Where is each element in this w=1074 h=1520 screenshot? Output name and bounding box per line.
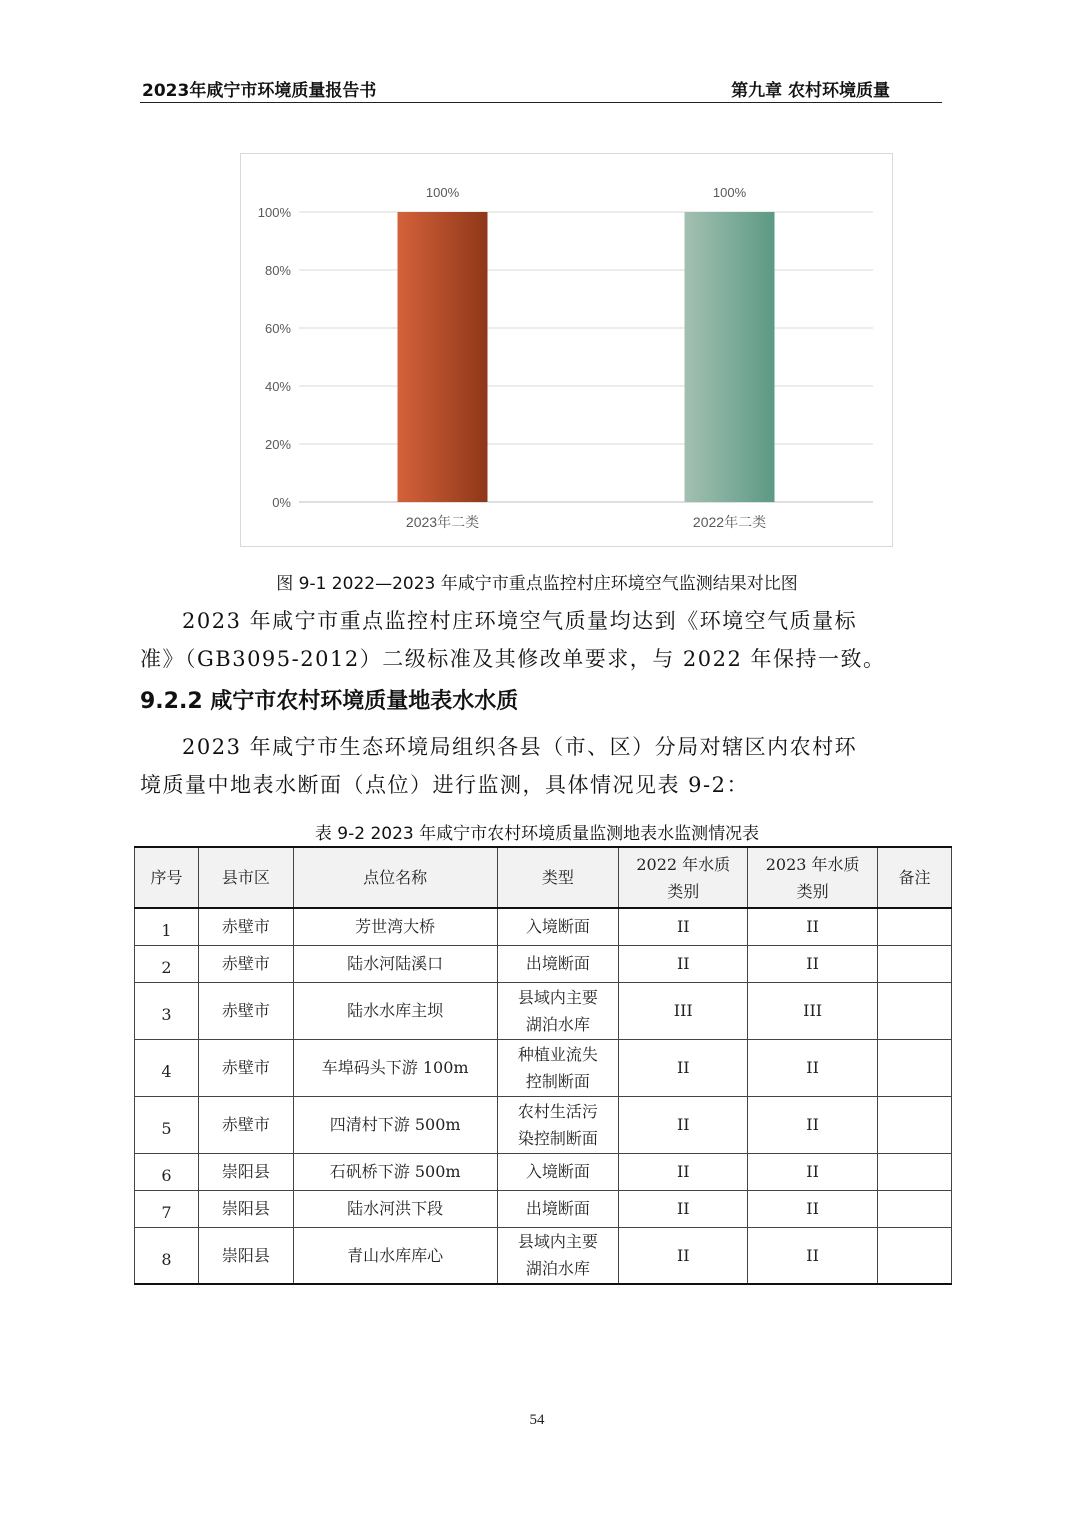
cell-county: 赤壁市	[198, 982, 293, 1039]
cell-seq: 5	[135, 1096, 199, 1153]
table-row	[135, 908, 952, 945]
paragraph-line: 2023 年咸宁市生态环境局组织各县（市、区）分局对辖区内农村环	[182, 735, 858, 759]
header-quality-2022-line1: 2022 年水质	[636, 854, 731, 874]
cell-note	[878, 1153, 952, 1190]
cell-site: 四清村下游 500m	[293, 1096, 497, 1153]
cell-county: 赤壁市	[198, 945, 293, 982]
cell-seq: 8	[135, 1227, 199, 1284]
cell-site: 芳世湾大桥	[293, 908, 497, 945]
y-tick-label: 0%	[272, 495, 291, 510]
paragraph-air-quality	[140, 602, 944, 678]
cell-county: 崇阳县	[198, 1153, 293, 1190]
cell-note	[878, 908, 952, 945]
paragraph-line: 准》（GB3095-2012）二级标准及其修改单要求，与 2022 年保持一致。	[140, 647, 886, 671]
cell-type	[497, 1096, 619, 1153]
cell-note	[878, 1039, 952, 1096]
cell-site: 陆水水库主坝	[293, 982, 497, 1039]
cell-type-line: 县域内主要	[517, 1232, 598, 1252]
header-quality-2023-line1: 2023 年水质	[765, 854, 860, 874]
paragraph-line: 境质量中地表水断面（点位）进行监测，具体情况见表 9-2：	[140, 773, 749, 797]
x-category-label: 2022年二类	[692, 514, 767, 530]
header-type: 类型	[497, 847, 619, 908]
cell-quality-2022: II	[619, 1039, 748, 1096]
header-county: 县市区	[198, 847, 293, 908]
table-row	[135, 1039, 952, 1096]
cell-seq: 6	[135, 1153, 199, 1190]
cell-type	[497, 1153, 619, 1190]
table-row	[135, 1096, 952, 1153]
y-tick-label: 40%	[264, 379, 291, 394]
x-category-label: 2023年二类	[405, 514, 480, 530]
chapter-title: 第九章 农村环境质量	[731, 81, 890, 101]
cell-quality-2023: II	[748, 1227, 878, 1284]
header-note: 备注	[878, 847, 952, 908]
cell-seq: 7	[135, 1190, 199, 1227]
cell-site: 陆水河洪下段	[293, 1190, 497, 1227]
cell-type-line: 湖泊水库	[525, 1014, 590, 1034]
cell-county: 赤壁市	[198, 1039, 293, 1096]
table-caption: 表 9-2 2023 年咸宁市农村环境质量监测地表水监测情况表	[314, 824, 760, 844]
cell-county: 赤壁市	[198, 1096, 293, 1153]
cell-county: 赤壁市	[198, 908, 293, 945]
bar	[685, 212, 775, 502]
y-tick-label: 60%	[264, 321, 291, 336]
cell-site: 青山水库库心	[293, 1227, 497, 1284]
table-row	[135, 1227, 952, 1284]
bar	[398, 212, 488, 502]
y-tick-label: 100%	[257, 205, 291, 220]
cell-note	[878, 982, 952, 1039]
cell-seq: 1	[135, 908, 199, 945]
cell-county: 崇阳县	[198, 1190, 293, 1227]
cell-type	[497, 945, 619, 982]
cell-type	[497, 1190, 619, 1227]
cell-quality-2022: III	[619, 982, 748, 1039]
cell-site: 石矾桥下游 500m	[293, 1153, 497, 1190]
header-quality-2022-line2: 类别	[667, 881, 700, 901]
cell-note	[878, 1227, 952, 1284]
cell-type	[497, 1227, 619, 1284]
cell-quality-2022: II	[619, 1153, 748, 1190]
cell-type-line: 出境断面	[525, 1199, 590, 1218]
section-heading: 9.2.2 咸宁市农村环境质量地表水水质	[140, 689, 519, 714]
cell-seq: 2	[135, 945, 199, 982]
table-row	[135, 1153, 952, 1190]
cell-quality-2022: II	[619, 945, 748, 982]
cell-quality-2023: II	[748, 1096, 878, 1153]
figure-caption: 图 9-1 2022—2023 年咸宁市重点监控村庄环境空气监测结果对比图	[276, 574, 798, 594]
paragraph-line: 2023 年咸宁市重点监控村庄环境空气质量均达到《环境空气质量标	[182, 609, 858, 633]
table-header-row	[135, 847, 952, 908]
cell-quality-2022: II	[619, 1190, 748, 1227]
page-number: 54	[529, 1412, 545, 1428]
cell-type-line: 湖泊水库	[525, 1259, 590, 1279]
cell-county: 崇阳县	[198, 1227, 293, 1284]
water-quality-table	[134, 846, 952, 1285]
y-tick-label: 80%	[264, 263, 291, 278]
header-quality-2022	[619, 847, 748, 908]
cell-type	[497, 982, 619, 1039]
cell-quality-2023: II	[748, 1153, 878, 1190]
cell-type-line: 农村生活污	[517, 1101, 598, 1121]
bar-chart-svg	[241, 154, 892, 546]
cell-seq: 3	[135, 982, 199, 1039]
cell-quality-2022: II	[619, 908, 748, 945]
paragraph-surface-water	[140, 728, 944, 804]
cell-quality-2023: II	[748, 1190, 878, 1227]
cell-site: 车埠码头下游 100m	[293, 1039, 497, 1096]
cell-type-line: 控制断面	[525, 1071, 590, 1091]
cell-type-line: 县域内主要	[517, 987, 598, 1007]
table-row	[135, 945, 952, 982]
header-quality-2023	[748, 847, 878, 908]
cell-note	[878, 1190, 952, 1227]
data-label: 100%	[712, 185, 747, 200]
cell-quality-2022: II	[619, 1096, 748, 1153]
cell-type-line: 入境断面	[525, 1162, 590, 1181]
cell-type-line: 出境断面	[525, 954, 590, 973]
table-row	[135, 982, 952, 1039]
header-quality-2023-line2: 类别	[796, 881, 829, 901]
cell-note	[878, 1096, 952, 1153]
y-tick-label: 20%	[264, 437, 291, 452]
page-header	[140, 74, 942, 103]
cell-type-line: 种植业流失	[517, 1044, 598, 1064]
table-row	[135, 1190, 952, 1227]
cell-note	[878, 945, 952, 982]
cell-quality-2023: II	[748, 945, 878, 982]
cell-quality-2023: II	[748, 908, 878, 945]
cell-quality-2023: III	[748, 982, 878, 1039]
cell-quality-2022: II	[619, 1227, 748, 1284]
cell-seq: 4	[135, 1039, 199, 1096]
data-label: 100%	[425, 185, 460, 200]
header-site: 点位名称	[293, 847, 497, 908]
header-seq: 序号	[135, 847, 199, 908]
cell-quality-2023: II	[748, 1039, 878, 1096]
bar-chart	[240, 153, 893, 547]
cell-site: 陆水河陆溪口	[293, 945, 497, 982]
report-title: 2023年咸宁市环境质量报告书	[142, 81, 377, 101]
cell-type	[497, 908, 619, 945]
cell-type	[497, 1039, 619, 1096]
cell-type-line: 入境断面	[525, 917, 590, 937]
cell-type-line: 染控制断面	[517, 1128, 598, 1148]
